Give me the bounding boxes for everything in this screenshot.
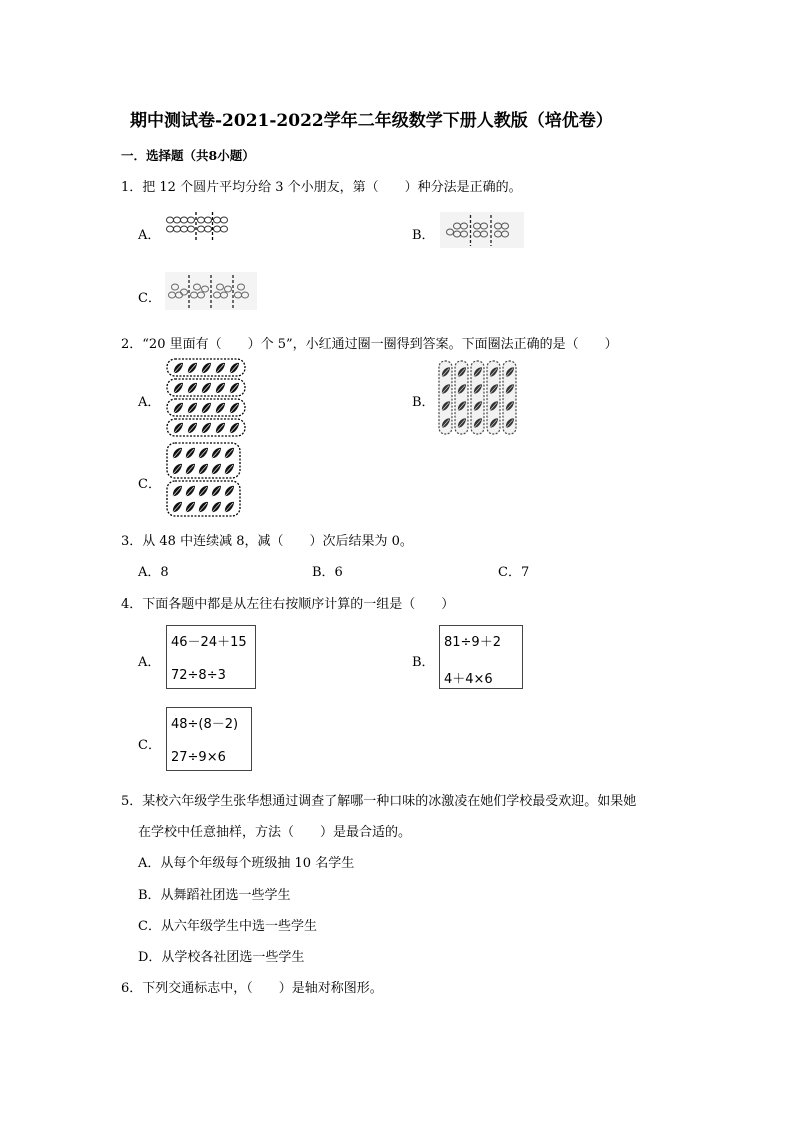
q1-option-a-label[interactable]: A． (138, 228, 161, 243)
q4-b-expr-2: 4＋4×6 (444, 672, 493, 687)
q4-b-expr-1: 81÷9＋2 (444, 635, 501, 650)
q4-c-expr-1: 48÷(8－2) (171, 717, 239, 732)
q3-option-c[interactable]: C．7 (498, 565, 530, 580)
q4-c-expr-2: 27÷9×6 (171, 750, 226, 765)
q1-option-b-label[interactable]: B． (412, 228, 435, 243)
page-title: 期中测试卷-2021-2022学年二年级数学下册人教版（培优卷） (130, 111, 613, 131)
question-5-stem-line-1: 5．某校六年级学生张华想通过调查了解哪一种口味的冰激凌在她们学校最受欢迎。如果她 (121, 794, 637, 809)
q4-a-expr-2: 72÷8÷3 (171, 668, 226, 683)
q2-option-c-figure[interactable] (166, 442, 242, 518)
q2-option-b-label[interactable]: B． (412, 395, 435, 410)
q4-option-c-label[interactable]: C． (138, 738, 161, 753)
q2-option-b-figure[interactable] (438, 360, 518, 436)
q3-option-b[interactable]: B．6 (312, 565, 343, 580)
question-5-stem-line-2: 在学校中任意抽样，方法（ ）是最合适的。 (138, 825, 412, 840)
q1-option-c-label[interactable]: C． (138, 291, 161, 306)
q2-option-c-label[interactable]: C． (138, 477, 161, 492)
q1-option-c-figure[interactable] (165, 272, 257, 310)
q5-option-a[interactable]: A．从每个年级每个班级抽 10 名学生 (138, 856, 355, 871)
q1-option-a-figure[interactable] (165, 210, 235, 242)
q4-option-a-label[interactable]: A． (138, 655, 161, 670)
q3-option-a[interactable]: A．8 (138, 565, 169, 580)
section-heading: 一．选择题（共8小题） (121, 148, 255, 163)
question-2-stem: 2．“20 里面有（ ）个 5”，小红通过圈一圈得到答案。下面圈法正确的是（ ） (121, 337, 618, 352)
q5-option-d[interactable]: D．从学校各社团选一些学生 (138, 950, 305, 965)
q4-a-expr-1: 46－24＋15 (171, 635, 247, 650)
q2-option-a-label[interactable]: A． (138, 395, 161, 410)
q2-option-a-figure[interactable] (166, 358, 248, 438)
q5-option-c[interactable]: C．从六年级学生中选一些学生 (138, 919, 317, 934)
question-3-stem: 3．从 48 中连续减 8，减（ ）次后结果为 0。 (121, 534, 413, 549)
q4-option-b-label[interactable]: B． (412, 655, 435, 670)
question-4-stem: 4．下面各题中都是从左往右按顺序计算的一组是（ ） (121, 597, 455, 612)
q5-option-b[interactable]: B．从舞蹈社团选一些学生 (138, 888, 291, 903)
question-6-stem: 6．下列交通标志中，（ ）是轴对称图形。 (121, 981, 383, 996)
q4-option-a-expression-box[interactable] (166, 625, 256, 689)
q4-option-b-expression-box[interactable] (439, 625, 523, 689)
q1-option-b-figure[interactable] (440, 212, 524, 248)
question-1-stem: 1．把 12 个圆片平均分给 3 个小朋友，第（ ）种分法是正确的。 (121, 180, 522, 195)
q4-option-c-expression-box[interactable] (166, 707, 252, 771)
